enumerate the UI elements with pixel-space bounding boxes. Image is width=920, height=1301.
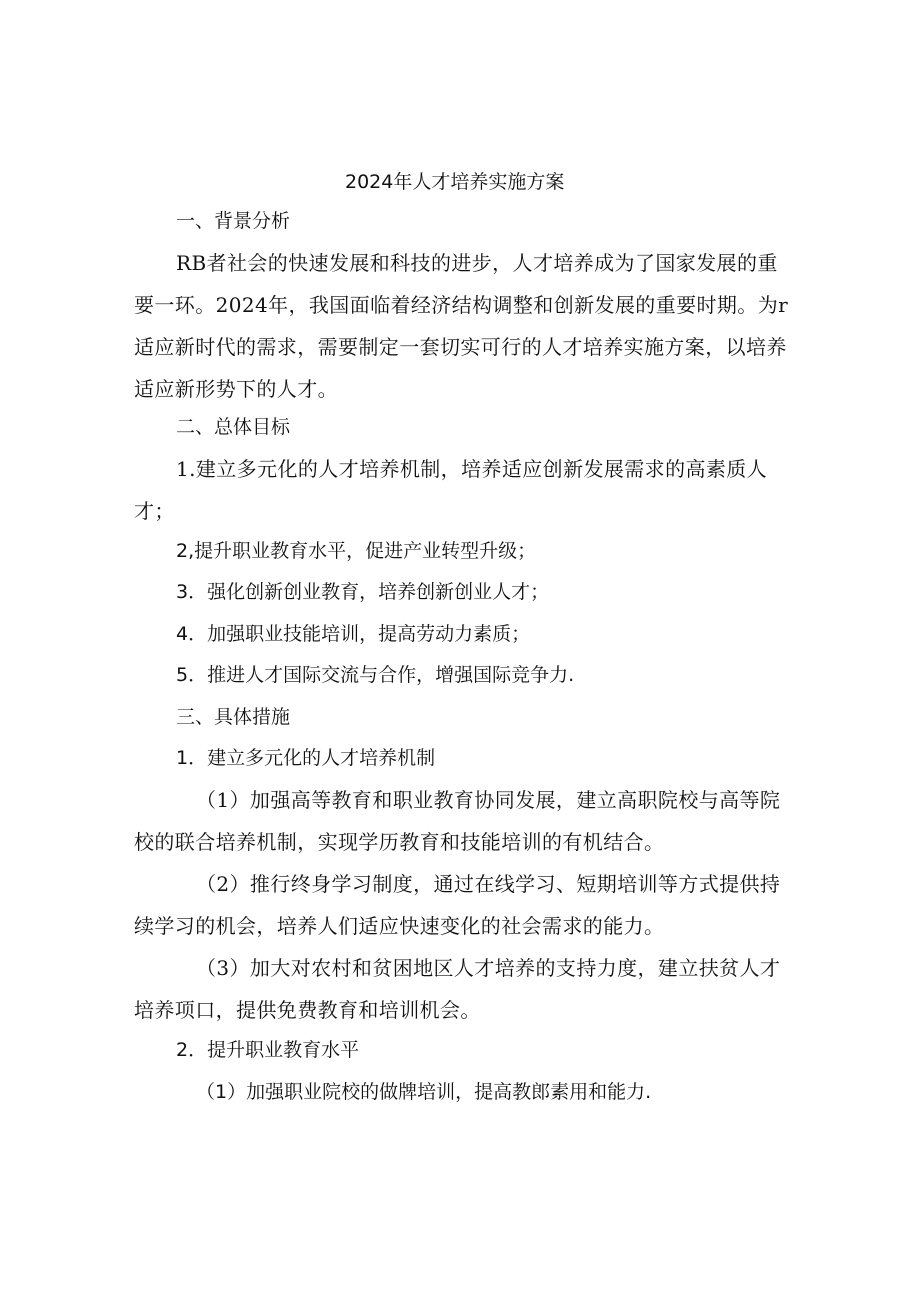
measure-item-continuation: 校的联合培养机制，实现学历教育和技能培训的有机结合。 <box>134 830 665 854</box>
goal-item-continuation: 才； <box>134 499 175 523</box>
measure-item: （1）加强高等教育和职业教育协同发展，建立高职院校与高等院 <box>196 788 781 812</box>
paragraph-line: 要一环。2024年，我国面临着经济结构调整和创新发展的重要时期。为r <box>134 293 789 317</box>
goal-item: 3．强化创新创业教育，培养创新创业人才； <box>176 581 550 603</box>
section-heading-background: 一、背景分析 <box>176 210 291 232</box>
subsection-heading: 2．提升职业教育水平 <box>176 1039 360 1061</box>
measure-item-continuation: 续学习的机会，培养人们适应快速变化的社会需求的能力。 <box>134 914 665 938</box>
goal-item: 4．加强职业技能培训，提高劳动力素质； <box>176 623 531 645</box>
measure-item-continuation: 培养项口，提供免费教育和培训机会。 <box>134 998 481 1022</box>
measure-item: （3）加大对农村和贫困地区人才培养的支持力度，建立扶贫人才 <box>196 956 781 980</box>
document-title: 2024年人才培养实施方案 <box>345 171 565 193</box>
section-heading-goals: 二、总体目标 <box>176 416 291 438</box>
measure-item: （2）推行终身学习制度，通过在线学习、短期培训等方式提供持 <box>196 872 781 896</box>
goal-item: 5．推进人才国际交流与合作，增强国际竞争力. <box>176 664 575 686</box>
goal-item: 1.建立多元化的人才培养机制，培养适应创新发展需求的高素质人 <box>176 457 768 481</box>
section-heading-measures: 三、具体措施 <box>176 706 291 728</box>
paragraph-line: 适应新时代的需求，需要制定一套切实可行的人才培养实施方案，以培养 <box>134 335 787 359</box>
measure-item: （1）加强职业院校的做牌培训，提高教郎素用和能力. <box>196 1081 652 1103</box>
paragraph-line: RB者社会的快速发展和科技的进步，人才培养成为了国家发展的重 <box>176 251 778 275</box>
goal-item: 2,提升职业教育水平，促进产业转型升级； <box>176 540 537 562</box>
subsection-heading: 1．建立多元化的人才培养机制 <box>176 747 436 769</box>
paragraph-line: 适应新形势下的人才。 <box>134 377 338 401</box>
